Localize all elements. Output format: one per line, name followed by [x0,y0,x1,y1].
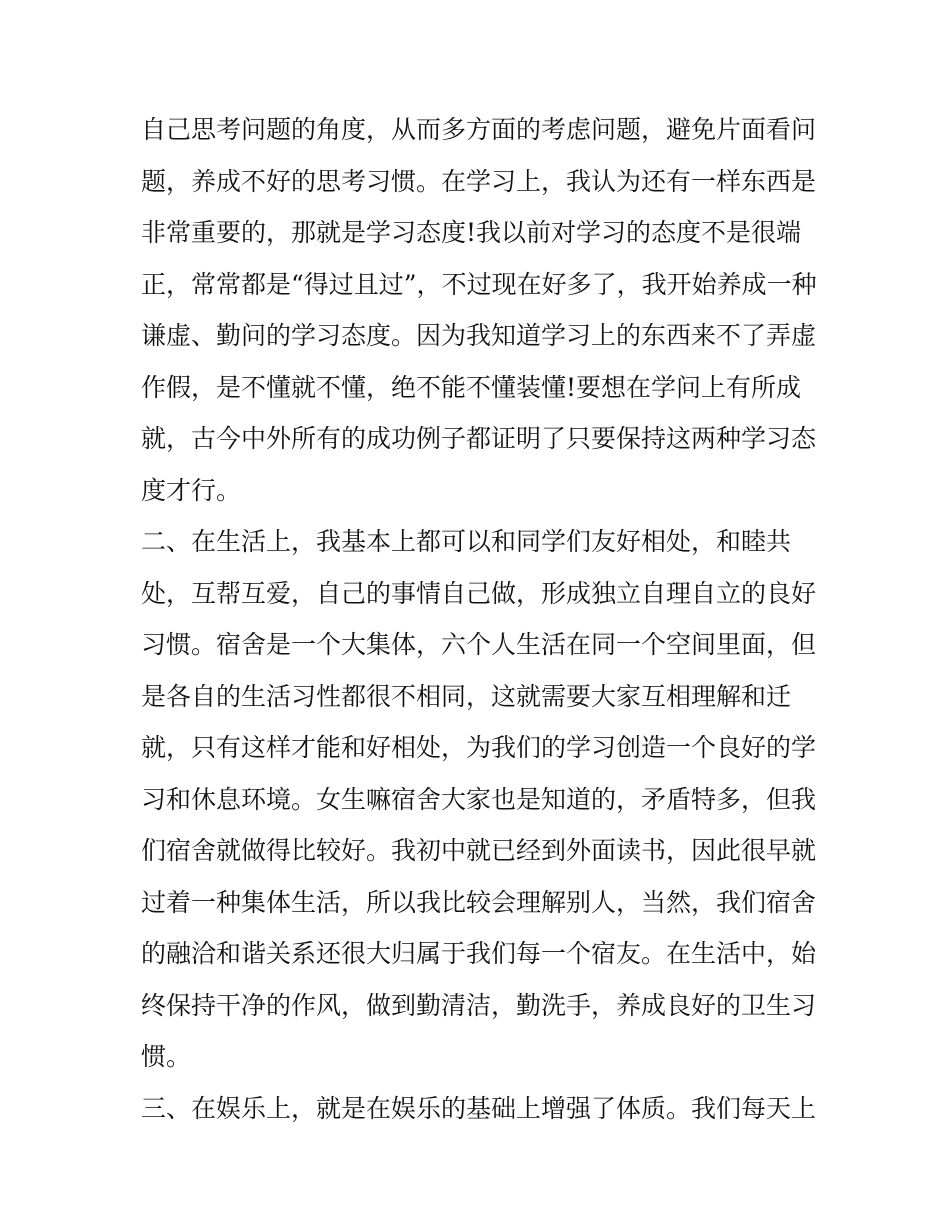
text-line: 处，互帮互爱，自己的事情自己做，形成独立自理自立的良好 [141,578,817,608]
text-line: 习惯。宿舍是一个大集体，六个人生活在同一个空间里面，但 [141,630,817,659]
text-line: 的融洽和谐关系还很大归属于我们每一个宿友。在生活中，始 [141,939,817,968]
text-line: 作假，是不懂就不懂，绝不能不懂装懂!要想在学问上有所成 [141,372,802,402]
text-line: 过着一种集体生活，所以我比较会理解别人，当然，我们宿舍 [141,887,817,917]
text-line: 就，只有这样才能和好相处，为我们的学习创造一个良好的学 [141,733,817,762]
text-line: 终保持干净的作风，做到勤清洁，勤洗手，养成良好的卫生习 [141,990,817,1020]
text-line: 自己思考问题的角度，从而多方面的考虑问题，避免片面看问 [141,115,817,144]
text-line: 二、在生活上，我基本上都可以和同学们友好相处，和睦共 [141,527,792,556]
text-line: 惯。 [141,1042,192,1071]
text-line: 是各自的生活习性都很不相同，这就需要大家互相理解和迁 [141,681,792,711]
text-line: 非常重要的，那就是学习态度!我以前对学习的态度不是很端 [141,218,802,247]
text-line: 三、在娱乐上，就是在娱乐的基础上增强了体质。我们每天上 [141,1093,817,1123]
text-line: 习和休息环境。女生嘛宿舍大家也是知道的，矛盾特多，但我 [141,784,817,814]
text-line: 们宿舍就做得比较好。我初中就已经到外面读书，因此很早就 [141,836,817,865]
text-line: 正，常常都是“得过且过”，不过现在好多了，我开始养成一种 [141,269,817,299]
text-line: 就，古今中外所有的成功例子都证明了只要保持这两种学习态 [141,424,817,453]
body-text [141,104,817,1134]
text-line: 谦虚、勤问的学习态度。因为我知道学习上的东西来不了弄虚 [141,321,817,350]
text-line: 题，养成不好的思考习惯。在学习上，我认为还有一样东西是 [141,166,817,196]
text-line: 度才行。 [141,475,242,505]
